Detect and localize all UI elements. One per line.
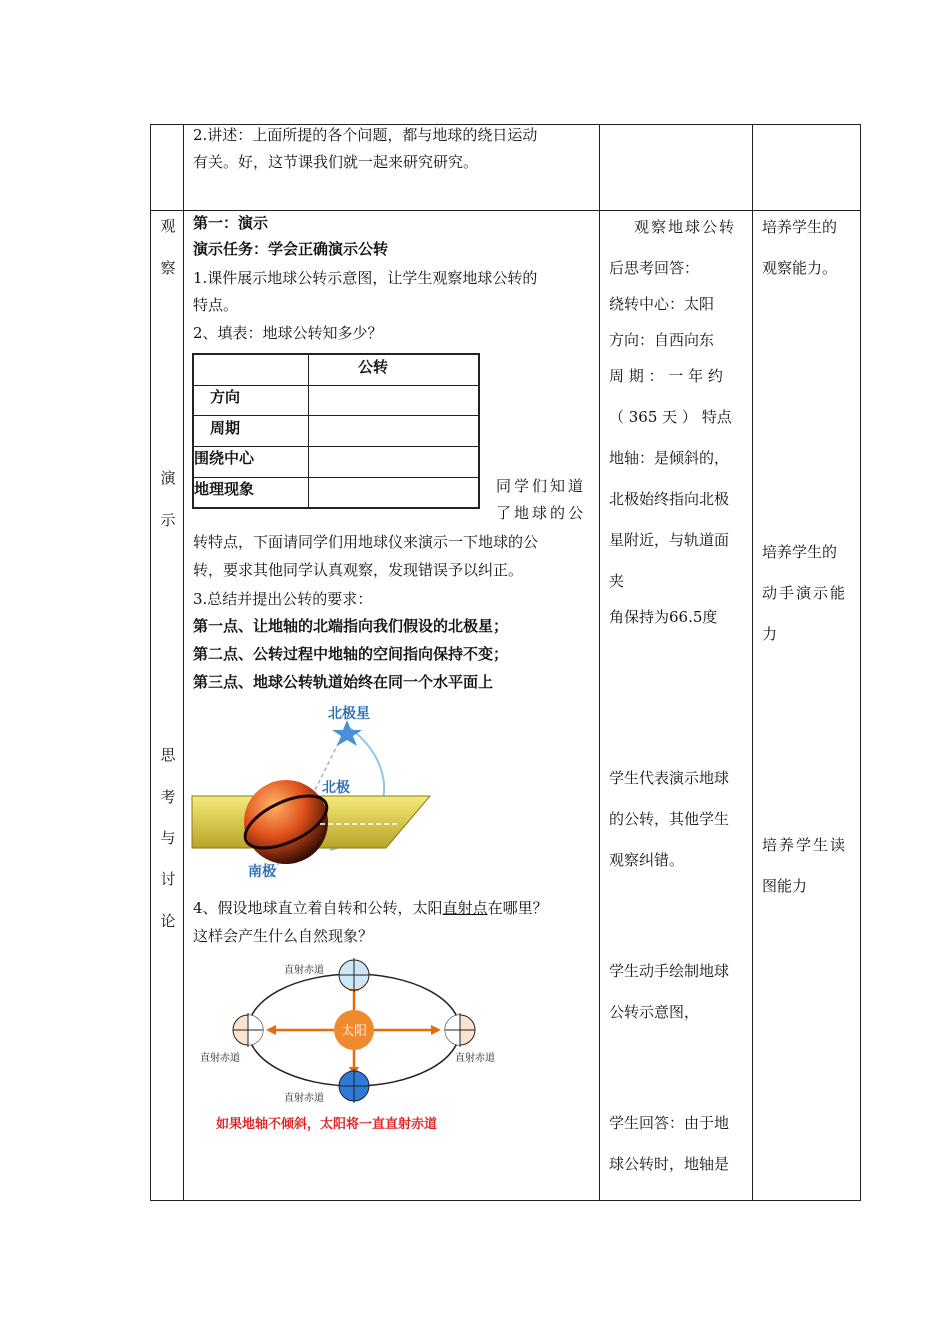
stage-label-char: 与 (160, 829, 176, 847)
earth-globe (244, 780, 328, 864)
direct-equator-label: 直射赤道 (455, 1053, 495, 1064)
earth-right (445, 1013, 475, 1047)
direct-equator-label: 直射赤道 (200, 1053, 240, 1064)
table-row-label: 周期 (210, 419, 241, 437)
student-line: 周 期 ： 一 年 约 (609, 367, 723, 385)
earth-left (233, 1013, 263, 1047)
purpose-line: 观察能力。 (762, 259, 838, 277)
table-row-label: 围绕中心 (194, 449, 255, 467)
requirement-line: 第一点、让地轴的北端指向我们假设的北极星； (193, 617, 509, 635)
student-line: 后思考回答： (609, 259, 700, 277)
section-heading: 第一：演示 (193, 214, 269, 232)
intro-line: 有关。好，这节课我们就一起来研究研究。 (193, 153, 479, 171)
content-line: 转，要求其他同学认真观察，发现错误予以纠正。 (193, 561, 524, 579)
sun-label: 太阳 (340, 1024, 368, 1039)
earth-bottom (339, 1069, 369, 1103)
student-line: 角保持为66.5度 (609, 608, 718, 626)
earth-top (339, 958, 369, 992)
star-icon (332, 720, 362, 746)
requirement-line: 第二点、公转过程中地轴的空间指向保持不变； (193, 645, 509, 663)
question-text: 4、假设地球直立着自转和公转，太阳 (193, 899, 443, 917)
student-draw-line: 学生动手绘制地球 (609, 962, 730, 980)
column-divider (599, 124, 600, 1201)
stage-label-char: 论 (160, 912, 176, 930)
question-text: 在哪里？ (487, 899, 548, 917)
stage-label-char: 观 (160, 217, 176, 235)
content-line: 转特点，下面请同学们用地球仪来演示一下地球的公 (193, 533, 539, 551)
content-line: 3.总结并提出公转的要求： (193, 590, 373, 608)
content-line: 了地球的公 (496, 504, 587, 522)
earth-axis-figure (190, 700, 440, 886)
table-row-label: 方向 (210, 388, 241, 406)
figure-caption: 如果地轴不倾斜，太阳将一直直射赤道 (216, 1117, 438, 1132)
requirement-line: 第三点、地球公转轨道始终在同一个水平面上 (193, 673, 494, 691)
student-draw-line: 公转示意图， (609, 1003, 700, 1021)
stage-label-char: 思 (160, 746, 176, 764)
arrowhead (431, 1025, 441, 1035)
content-line: 同学们知道 (496, 477, 587, 495)
column-divider (752, 124, 753, 1201)
purpose-line: 力 (762, 625, 778, 643)
purpose-line: 动手演示能 (762, 584, 848, 602)
student-line: 夹 (609, 572, 625, 590)
south-pole-label: 南极 (248, 864, 276, 880)
revolution-fill-table (192, 353, 480, 509)
intro-line: 2.讲述：上面所提的各个问题，都与地球的绕日运动 (193, 126, 538, 144)
student-line: 北极始终指向北极 (609, 490, 730, 508)
task-heading: 演示任务：学会正确演示公转 (193, 240, 389, 258)
direct-point-term: 直射点 (442, 899, 488, 917)
content-line: 2、填表：地球公转知多少？ (193, 324, 383, 342)
table-divider (308, 355, 309, 507)
purpose-line: 培养学生的 (762, 218, 838, 236)
upright-earth-orbit-figure (196, 955, 506, 1140)
stage-label-char: 察 (160, 259, 176, 277)
student-line: 绕转中心：太阳 (609, 295, 715, 313)
content-line: 1.课件展示地球公转示意图，让学生观察地球公转的 (193, 269, 538, 287)
direct-equator-label: 直射赤道 (284, 965, 324, 976)
student-demo-line: 的公转，其他学生 (609, 810, 730, 828)
purpose-line: 图能力 (762, 877, 808, 895)
student-answer-line: 球公转时，地轴是 (609, 1155, 730, 1173)
student-line: （ 365 天 ） 特点 (609, 408, 732, 426)
student-answer-line: 学生回答：由于地 (609, 1114, 730, 1132)
student-line: 观察地球公转 (634, 218, 737, 236)
table-row-label: 地理现象 (194, 480, 255, 498)
column-divider (183, 124, 184, 1201)
content-line (193, 894, 548, 922)
arrowhead (266, 1025, 276, 1035)
north-pole-label: 北极 (322, 780, 350, 796)
purpose-line: 培养学生读 (762, 836, 848, 854)
student-line: 地轴：是倾斜的， (609, 449, 730, 467)
student-demo-line: 学生代表演示地球 (609, 769, 730, 787)
stage-label-char: 讨 (160, 870, 176, 888)
student-line: 方向：自西向东 (609, 331, 715, 349)
student-demo-line: 观察纠错。 (609, 851, 685, 869)
stage-label-char: 演 (160, 469, 176, 487)
student-line: 星附近，与轨道面 (609, 531, 730, 549)
stage-label-char: 考 (160, 788, 176, 806)
content-line: 特点。 (193, 296, 239, 314)
table-divider (194, 415, 478, 416)
content-line: 这样会产生什么自然现象？ (193, 927, 374, 945)
table-header: 公转 (358, 358, 389, 376)
stage-label-char: 示 (160, 511, 176, 529)
polaris-label: 北极星 (328, 706, 370, 722)
direct-equator-label: 直射赤道 (284, 1093, 324, 1104)
purpose-line: 培养学生的 (762, 543, 838, 561)
